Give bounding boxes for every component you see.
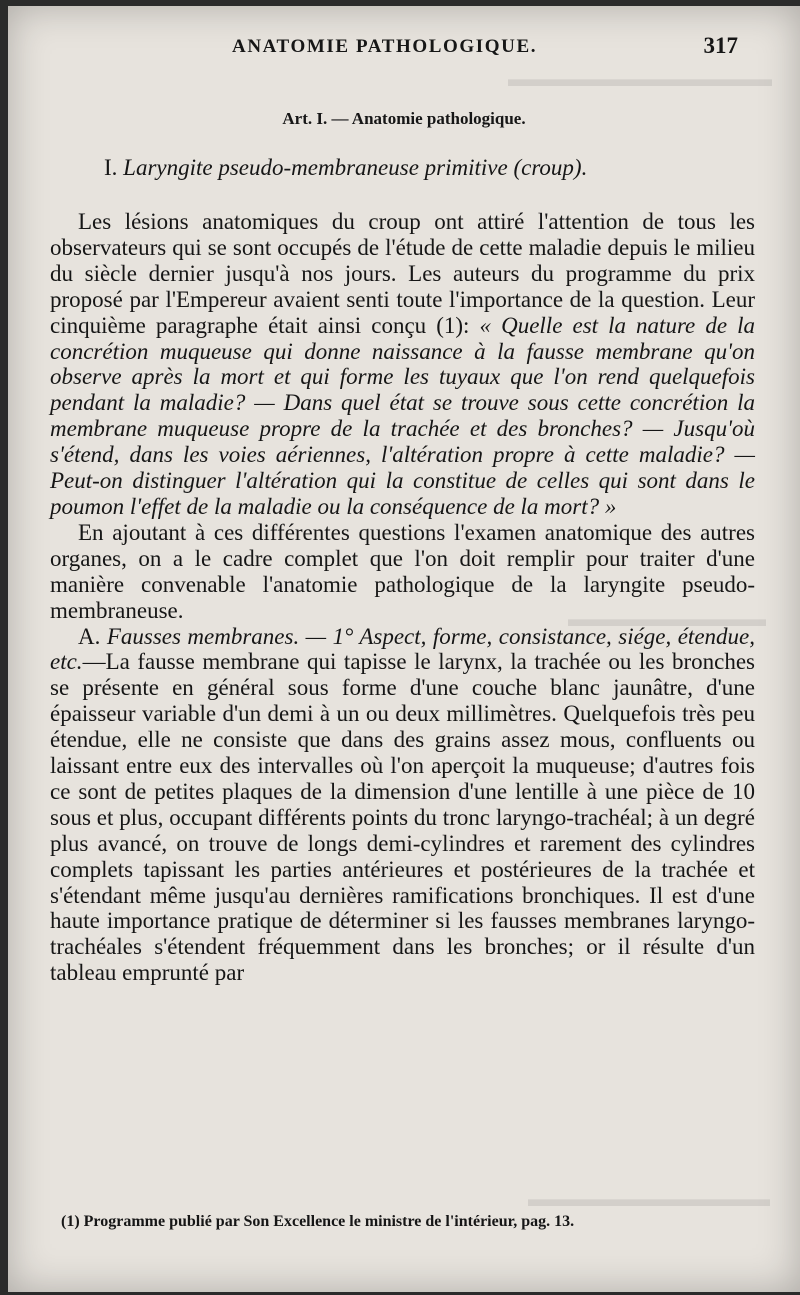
footnote: (1) Programme publié par Son Excellence le ministre de l'intérieur, pag. 13. (61, 1213, 575, 1230)
subsection-heading: Fausses membranes. — 1° Aspect, forme, consistance, siége, étendue, etc. (50, 623, 755, 675)
article-heading: Art. I. — Anatomie pathologique. (282, 109, 526, 128)
section-number: I. (104, 155, 118, 180)
show-through-text: ▬▬▬▬▬▬▬▬▬ (568, 606, 766, 631)
program-quotation: « Quelle est la nature de la concrétion muqueuse qui donne naissance à la fausse membrane qu'on observe après la mort et qui forme les tuyaux que l'on rend quelquefois pendant la maladie? — Dans quel état se trouve sous cette concrétion la membrane muqueuse propre de la trachée et des bronches? — Jusqu'où s'étend, dans les voies aériennes, l'altération propre à cette maladie? — Peut-on distinguer l'altération qui la constitue de celles qui sont dans le poumon l'effet de la maladie ou la conséquence de la mort? » (50, 312, 755, 519)
page-number: 317 (703, 33, 738, 58)
section-title (104, 155, 587, 181)
running-title: ANATOMIE PATHOLOGIQUE. (232, 36, 538, 57)
subsection-body: —La fausse membrane qui tapisse le larynx, la trachée ou les bronches se présente en général sous forme d'une couche blanc jaunâtre, d'une épaisseur variable d'un demi à un ou deux millimètres. Quelquefois très peu étendue, elle ne consiste que dans des grains assez mous, confluents ou laissant entre eux des intervalles où l'on aperçoit la muqueuse; d'autres fois ce sont de petites plaques de la dimension d'une lentille à une pièce de 10 sous et plus, occupant différents points du tronc laryngo-trachéal; à un degré plus avancé, on trouve de longs demi-cylindres et rarement des cylindres complets tapissant les parties antérieures et postérieures de la trachée et s'étendant même jusqu'au dernières ramifications bronchiques. Il est d'une haute importance pratique de déterminer si les fausses membranes laryngo-trachéales s'étendent fréquemment dans les bronches; or il résulte d'un tableau emprunté par (50, 649, 755, 986)
show-through-text: ▬▬▬▬▬▬▬▬▬▬▬▬ (508, 66, 772, 91)
paragraph (50, 624, 755, 987)
show-through-text: ▬▬▬▬▬▬▬▬▬▬▬ (528, 1186, 770, 1211)
paragraph: En ajoutant à ces différentes questions l'examen anatomique des autres organes, on a le cadre complet que l'on doit remplir pour traiter d'une manière convenable l'anatomie pathologique de la laryngite pseudo-membraneuse. (50, 519, 755, 623)
subsection-letter: A. (78, 623, 101, 649)
book-page (8, 6, 800, 1292)
paragraph-intro: Les lésions anatomiques du croup ont attiré l'attention de tous les observateurs qui se sont occupés de l'étude de cette maladie depuis le milieu du siècle dernier jusqu'à nos jours. Les auteurs du programme du prix proposé par l'Empereur avaient senti toute l'importance de la question. Leur cinquième paragraphe était ainsi conçu (1): (50, 209, 755, 338)
body-text (50, 209, 755, 986)
paragraph (50, 209, 755, 520)
running-header (8, 33, 800, 66)
section-title-text: Laryngite pseudo-membraneuse primitive (croup). (123, 155, 588, 180)
